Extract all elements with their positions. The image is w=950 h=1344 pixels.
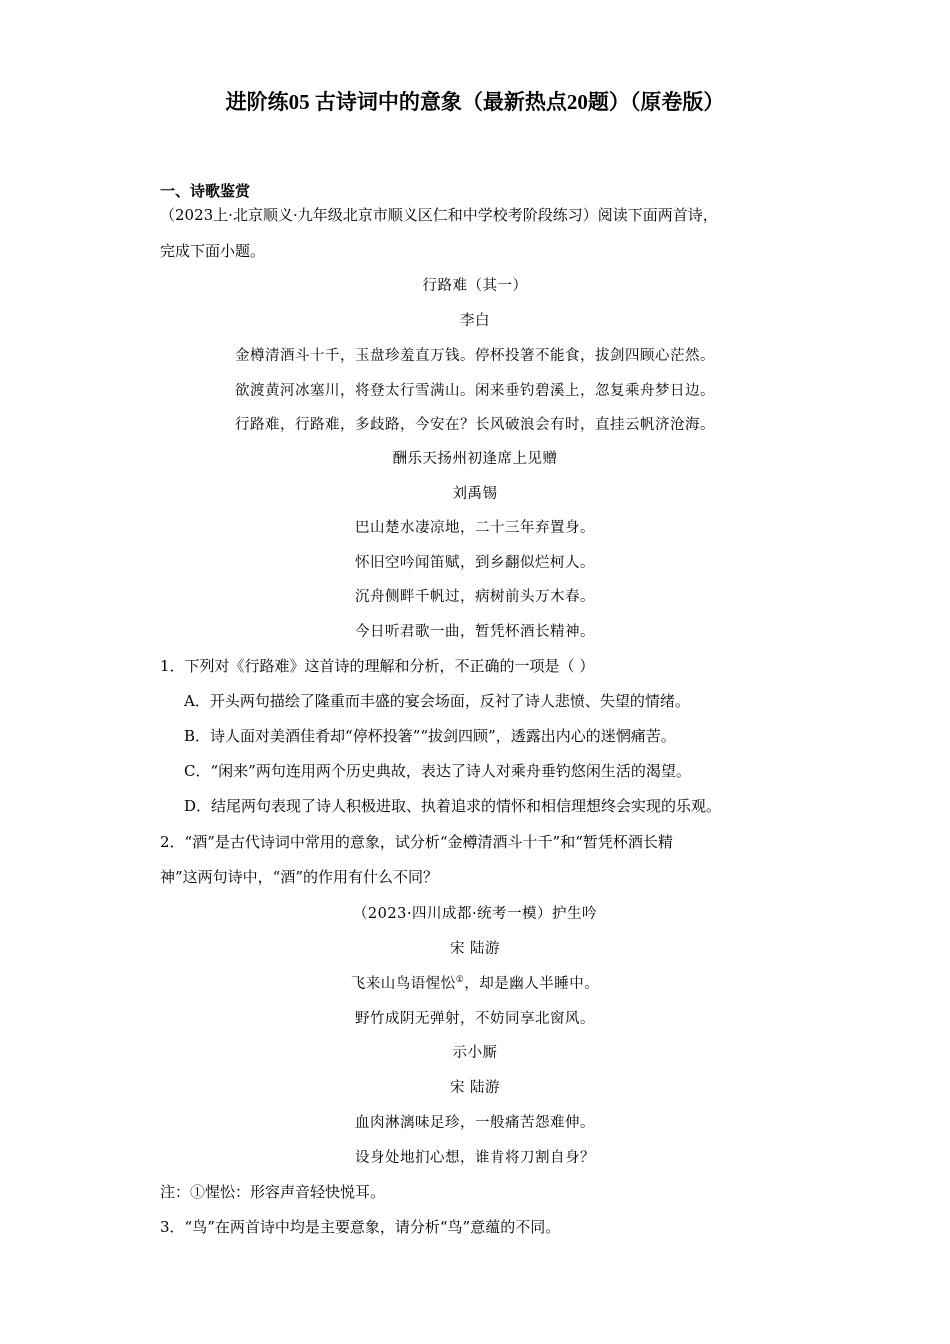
poem1-line: 欲渡黄河冰塞川，将登太行雪满山。闲来垂钓碧溪上，忽复乘舟梦日边。 — [235, 383, 715, 399]
section-heading: 一、诗歌鉴赏 — [160, 182, 251, 200]
poem2-line: 沉舟侧畔千帆过，病树前头万木春。 — [355, 589, 595, 605]
question1-option-d: D．结尾两句表现了诗人积极进取、执着追求的情怀和相信理想终会实现的乐观。 — [184, 797, 722, 815]
poem4-title: 示小厮 — [452, 1045, 498, 1061]
question1-option-b: B．诗人面对美酒佳肴却“停杯投箸”“拔剑四顾”，透露出内心的迷惘痛苦。 — [184, 727, 676, 745]
poem2-author: 刘禹锡 — [452, 486, 498, 502]
question2-line2: 神”这两句诗中，“酒”的作用有什么不同？ — [160, 868, 439, 886]
footnote: 注：①惺忪：形容声音轻快悦耳。 — [160, 1183, 386, 1201]
poem1-author: 李白 — [460, 313, 490, 329]
poem3-line1-main: 飞来山鸟语惺忪 — [350, 976, 456, 992]
poem3-line2: 野竹成阴无弹射，不妨同享北窗风。 — [355, 1011, 595, 1027]
question1-option-c: C．“闲来”两句连用两个历史典故，表达了诗人对乘舟垂钓悠闲生活的渴望。 — [184, 762, 691, 780]
poem2-title: 酬乐天扬州初逢席上见赠 — [392, 451, 558, 467]
poem4-line: 设身处地扪心想，谁肯将刀割自身？ — [355, 1150, 595, 1166]
poem4-author: 宋 陆游 — [449, 1080, 501, 1096]
poem2-line: 怀旧空吟闻笛赋，到乡翻似烂柯人。 — [355, 555, 595, 571]
poem3-line1 — [160, 972, 790, 993]
question1-option-a: A．开头两句描绘了隆重而丰盛的宴会场面，反衬了诗人悲愤、失望的情绪。 — [184, 692, 690, 710]
poem3-title: （2023·四川成都·统考一模）护生吟 — [352, 906, 598, 922]
poem2-line: 巴山楚水凄凉地，二十三年弃置身。 — [355, 520, 595, 536]
question3: 3．“鸟”在两首诗中均是主要意象，请分析“鸟”意蕴的不同。 — [160, 1218, 561, 1236]
poem1-title: 行路难（其一） — [422, 278, 528, 294]
page-title: 进阶练05 古诗词中的意象（最新热点20题）（原卷版） — [225, 90, 725, 114]
question2-line1: 2．“酒”是古代诗词中常用的意象，试分析“金樽清酒斗十千”和“暂凭杯酒长精 — [160, 833, 673, 851]
intro-text-line1: （2023上·北京顺义·九年级北京市顺义区仁和中学校考阶段练习）阅读下面两首诗， — [160, 206, 718, 224]
poem3-author: 宋 陆游 — [449, 941, 501, 957]
poem4-line: 血肉淋漓味足珍，一般痛苦怨难伸。 — [355, 1115, 595, 1131]
intro-text-line2: 完成下面小题。 — [160, 242, 266, 260]
poem1-line: 金樽清酒斗十千，玉盘珍羞直万钱。停杯投箸不能食，拔剑四顾心茫然。 — [235, 348, 715, 364]
question1-stem: 1．下列对《行路难》这首诗的理解和分析，不正确的一项是（ ） — [160, 657, 595, 675]
poem3-line1-rest: ，却是幽人半睡中。 — [464, 976, 600, 992]
poem2-line: 今日听君歌一曲，暂凭杯酒长精神。 — [355, 624, 595, 640]
poem1-line: 行路难，行路难，多歧路，今安在？长风破浪会有时，直挂云帆济沧海。 — [235, 417, 715, 433]
footnote-marker: ① — [455, 975, 465, 986]
